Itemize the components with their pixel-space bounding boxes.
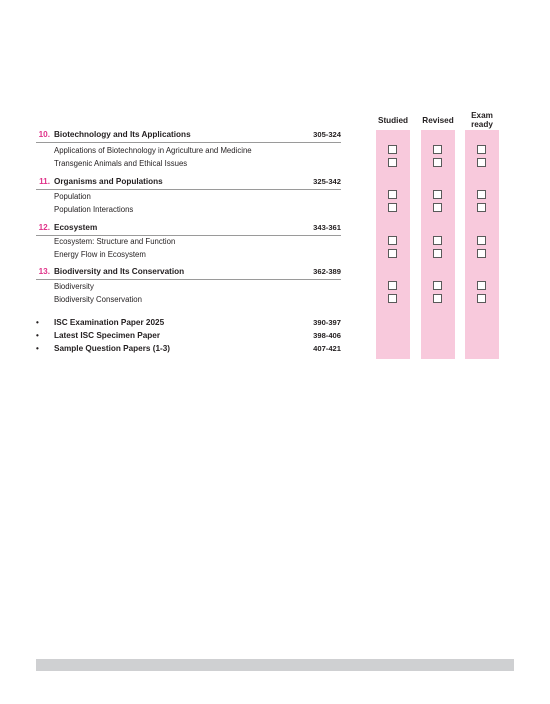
unit-pages: 343-361 — [313, 223, 341, 232]
unit-row — [36, 267, 341, 280]
unit-pages: 362-389 — [313, 267, 341, 276]
unit-title: Organisms and Populations — [54, 177, 163, 186]
extra-pages: 398-406 — [313, 331, 341, 340]
extra-item — [36, 331, 341, 342]
unit-title: Ecosystem — [54, 223, 98, 232]
extra-title: Sample Question Papers (1-3) — [54, 344, 171, 353]
exam-ready-checkbox[interactable] — [477, 294, 486, 303]
unit-title: Biodiversity and Its Conservation — [54, 267, 185, 276]
topic-item: Ecosystem: Structure and Function — [54, 237, 176, 246]
studied-checkbox[interactable] — [388, 236, 397, 245]
unit-number: 11. — [39, 177, 50, 186]
extra-pages: 407-421 — [313, 344, 341, 353]
exam-ready-checkbox[interactable] — [477, 281, 486, 290]
topic-item: Population — [54, 192, 91, 201]
exam-ready-checkbox[interactable] — [477, 203, 486, 212]
studied-checkbox[interactable] — [388, 145, 397, 154]
unit-row — [36, 177, 341, 190]
studied-checkbox[interactable] — [388, 294, 397, 303]
topic-item: Applications of Biotechnology in Agriculture and Medicine — [54, 146, 252, 155]
exam-ready-header — [452, 111, 512, 129]
studied-checkbox[interactable] — [388, 281, 397, 290]
revised-checkbox[interactable] — [433, 249, 442, 258]
revised-checkbox[interactable] — [433, 203, 442, 212]
unit-title: Biotechnology and Its Applications — [54, 130, 191, 139]
revised-header: Revised — [422, 116, 454, 125]
exam-ready-checkbox[interactable] — [477, 236, 486, 245]
studied-checkbox[interactable] — [388, 249, 397, 258]
revised-checkbox[interactable] — [433, 145, 442, 154]
revised-checkbox[interactable] — [433, 190, 442, 199]
extra-item — [36, 318, 341, 329]
unit-number: 13. — [38, 267, 50, 276]
studied-checkbox[interactable] — [388, 203, 397, 212]
unit-pages: 305-324 — [313, 130, 341, 139]
revised-checkbox[interactable] — [433, 158, 442, 167]
exam-ready-checkbox[interactable] — [477, 190, 486, 199]
revised-checkbox[interactable] — [433, 281, 442, 290]
topic-item: Biodiversity Conservation — [54, 295, 142, 304]
studied-header: Studied — [377, 116, 409, 125]
revised-checkbox[interactable] — [433, 294, 442, 303]
extra-title: ISC Examination Paper 2025 — [54, 318, 165, 327]
exam-ready-checkbox[interactable] — [477, 158, 486, 167]
revised-checkbox[interactable] — [433, 236, 442, 245]
unit-row — [36, 130, 341, 143]
unit-number: 12. — [38, 223, 50, 232]
topic-item: Transgenic Animals and Ethical Issues — [54, 159, 188, 168]
topic-item: Population Interactions — [54, 205, 134, 214]
bullet-icon: • — [36, 344, 39, 353]
bullet-icon: • — [36, 331, 39, 340]
topic-item: Energy Flow in Ecosystem — [54, 250, 146, 259]
extra-pages: 390-397 — [313, 318, 341, 327]
extra-item — [36, 344, 341, 355]
exam-ready-header-line1: Exam — [471, 111, 493, 120]
unit-row — [36, 223, 341, 236]
topic-item: Biodiversity — [54, 282, 94, 291]
extra-title: Latest ISC Specimen Paper — [54, 331, 161, 340]
unit-number: 10. — [38, 130, 50, 139]
unit-pages: 325-342 — [313, 177, 341, 186]
bullet-icon: • — [36, 318, 39, 327]
footer-bar — [36, 659, 514, 671]
studied-checkbox[interactable] — [388, 190, 397, 199]
exam-ready-checkbox[interactable] — [477, 145, 486, 154]
studied-checkbox[interactable] — [388, 158, 397, 167]
exam-ready-header-line2: ready — [471, 120, 493, 129]
exam-ready-checkbox[interactable] — [477, 249, 486, 258]
